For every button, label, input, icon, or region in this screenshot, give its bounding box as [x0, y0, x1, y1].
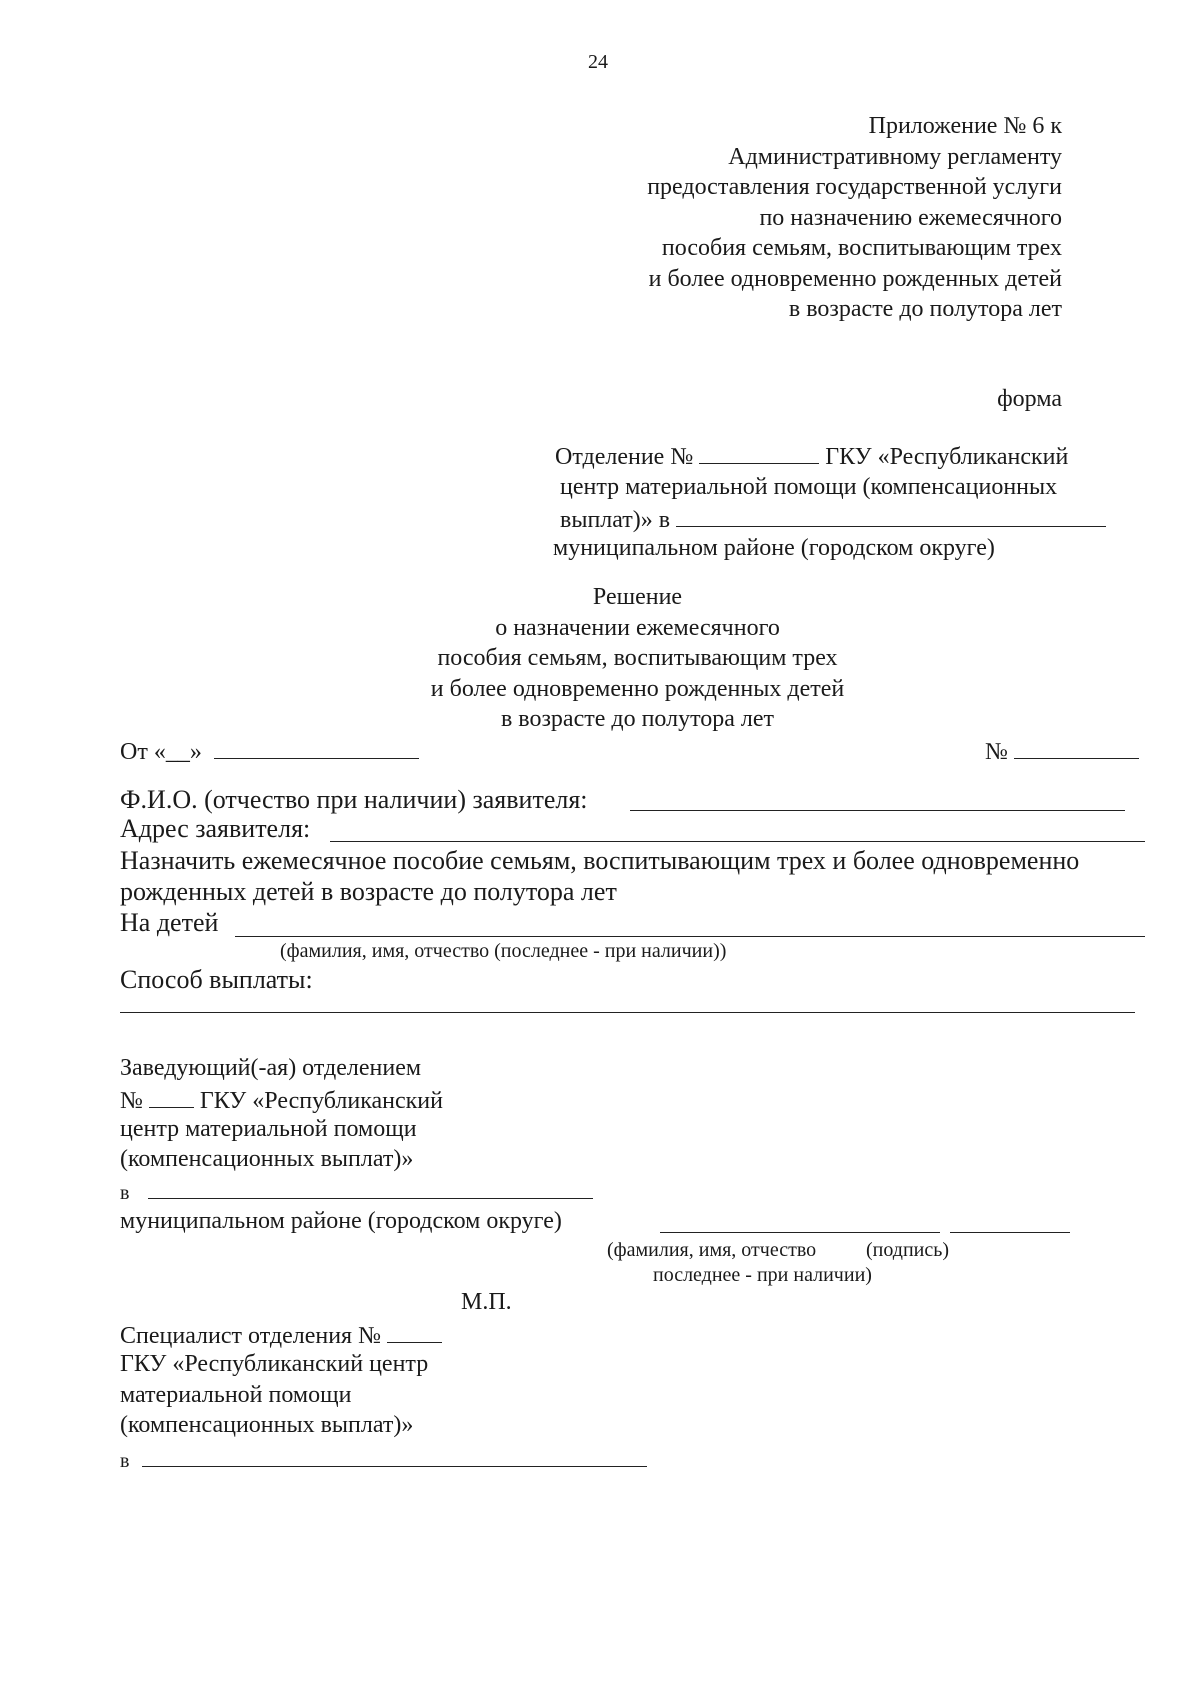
- title-line: о назначении ежемесячного: [495, 614, 780, 641]
- assign-text-line2: рожденных детей в возрасте до полутора лет: [120, 877, 617, 906]
- decision-number-label: №: [985, 739, 1008, 765]
- addressee-line3: [560, 506, 1106, 532]
- head-dept-number-field[interactable]: [149, 1087, 194, 1108]
- head-line4: (компенсационных выплат)»: [120, 1146, 414, 1172]
- specialist-district-field[interactable]: [142, 1446, 647, 1467]
- date-from-label: От «__»: [120, 739, 202, 765]
- date-field[interactable]: [214, 738, 419, 759]
- date-row: [120, 738, 419, 764]
- head-line6: муниципальном районе (городском округе): [120, 1208, 562, 1234]
- appendix-line: в возрасте до полутора лет: [788, 296, 1062, 322]
- appendix-line: по назначению ежемесячного: [759, 204, 1062, 231]
- head-in-label: в: [120, 1182, 130, 1204]
- appendix-line: и более одновременно рожденных детей: [648, 265, 1062, 292]
- head-name-field[interactable]: [660, 1232, 940, 1233]
- fio-label: Ф.И.О. (отчество при наличии) заявителя:: [120, 785, 588, 814]
- appendix-block: [502, 113, 1062, 327]
- head-hint-sign: (подпись): [866, 1239, 950, 1261]
- fio-field[interactable]: [630, 810, 1125, 811]
- title-line: пособия семьям, воспитывающим трех: [437, 645, 838, 671]
- head-line5: [120, 1178, 593, 1203]
- addressee-org: ГКУ «Республиканский: [825, 444, 1069, 470]
- specialist-line5: [120, 1446, 647, 1471]
- children-label: На детей: [120, 908, 219, 937]
- addressee-line1: [555, 443, 1068, 469]
- decision-number-field[interactable]: [1014, 738, 1139, 759]
- specialist-in-label: в: [120, 1450, 130, 1472]
- appendix-line: Административному регламенту: [728, 143, 1062, 170]
- addressee-line2: центр материальной помощи (компенсационных: [560, 474, 1058, 500]
- children-field[interactable]: [235, 936, 1145, 937]
- payment-field[interactable]: [120, 1012, 1135, 1013]
- title-line: и более одновременно рожденных детей: [430, 675, 845, 702]
- children-hint: (фамилия, имя, отчество (последнее - при наличии)): [280, 940, 727, 962]
- title-line: Решение: [592, 584, 683, 610]
- head-district-field[interactable]: [148, 1178, 593, 1199]
- address-field[interactable]: [330, 841, 1145, 842]
- addressee-dept-label: Отделение №: [555, 444, 694, 470]
- head-hint-name: (фамилия, имя, отчество: [607, 1239, 817, 1261]
- addressee-line3-label: выплат)» в: [560, 507, 671, 533]
- appendix-line: предоставления государственной услуги: [647, 174, 1062, 200]
- specialist-label: Специалист отделения №: [120, 1323, 381, 1349]
- page-number: 24: [588, 51, 608, 73]
- document-title: [370, 584, 905, 737]
- head-line1: Заведующий(-ая) отделением: [120, 1055, 422, 1081]
- appendix-line: Приложение № 6 к: [868, 113, 1062, 139]
- addressee-district-field[interactable]: [676, 506, 1106, 527]
- seal-label: М.П.: [461, 1289, 512, 1315]
- head-hint-name2: последнее - при наличии): [653, 1264, 872, 1286]
- addressee-dept-number-field[interactable]: [699, 443, 819, 464]
- specialist-line2: ГКУ «Республиканский центр: [120, 1351, 429, 1377]
- head-line2: [120, 1087, 443, 1113]
- specialist-dept-number-field[interactable]: [387, 1322, 442, 1343]
- number-row: [985, 738, 1139, 764]
- specialist-line3: материальной помощи: [120, 1382, 352, 1408]
- head-line3: центр материальной помощи: [120, 1116, 417, 1142]
- specialist-line4: (компенсационных выплат)»: [120, 1412, 414, 1438]
- appendix-line: пособия семьям, воспитывающим трех: [661, 235, 1062, 261]
- head-org: ГКУ «Республиканский: [199, 1088, 443, 1114]
- assign-text-line1: Назначить ежемесячное пособие семьям, воспитывающим трех и более одновременно: [120, 846, 1080, 875]
- addressee-line4: муниципальном районе (городском округе): [553, 535, 995, 561]
- specialist-line1: [120, 1322, 442, 1348]
- head-dept-number-label: №: [120, 1088, 143, 1114]
- address-label: Адрес заявителя:: [120, 814, 311, 843]
- head-sign-field[interactable]: [950, 1232, 1070, 1233]
- payment-label: Способ выплаты:: [120, 965, 313, 994]
- title-line: в возрасте до полутора лет: [500, 706, 775, 732]
- form-label: форма: [997, 386, 1062, 412]
